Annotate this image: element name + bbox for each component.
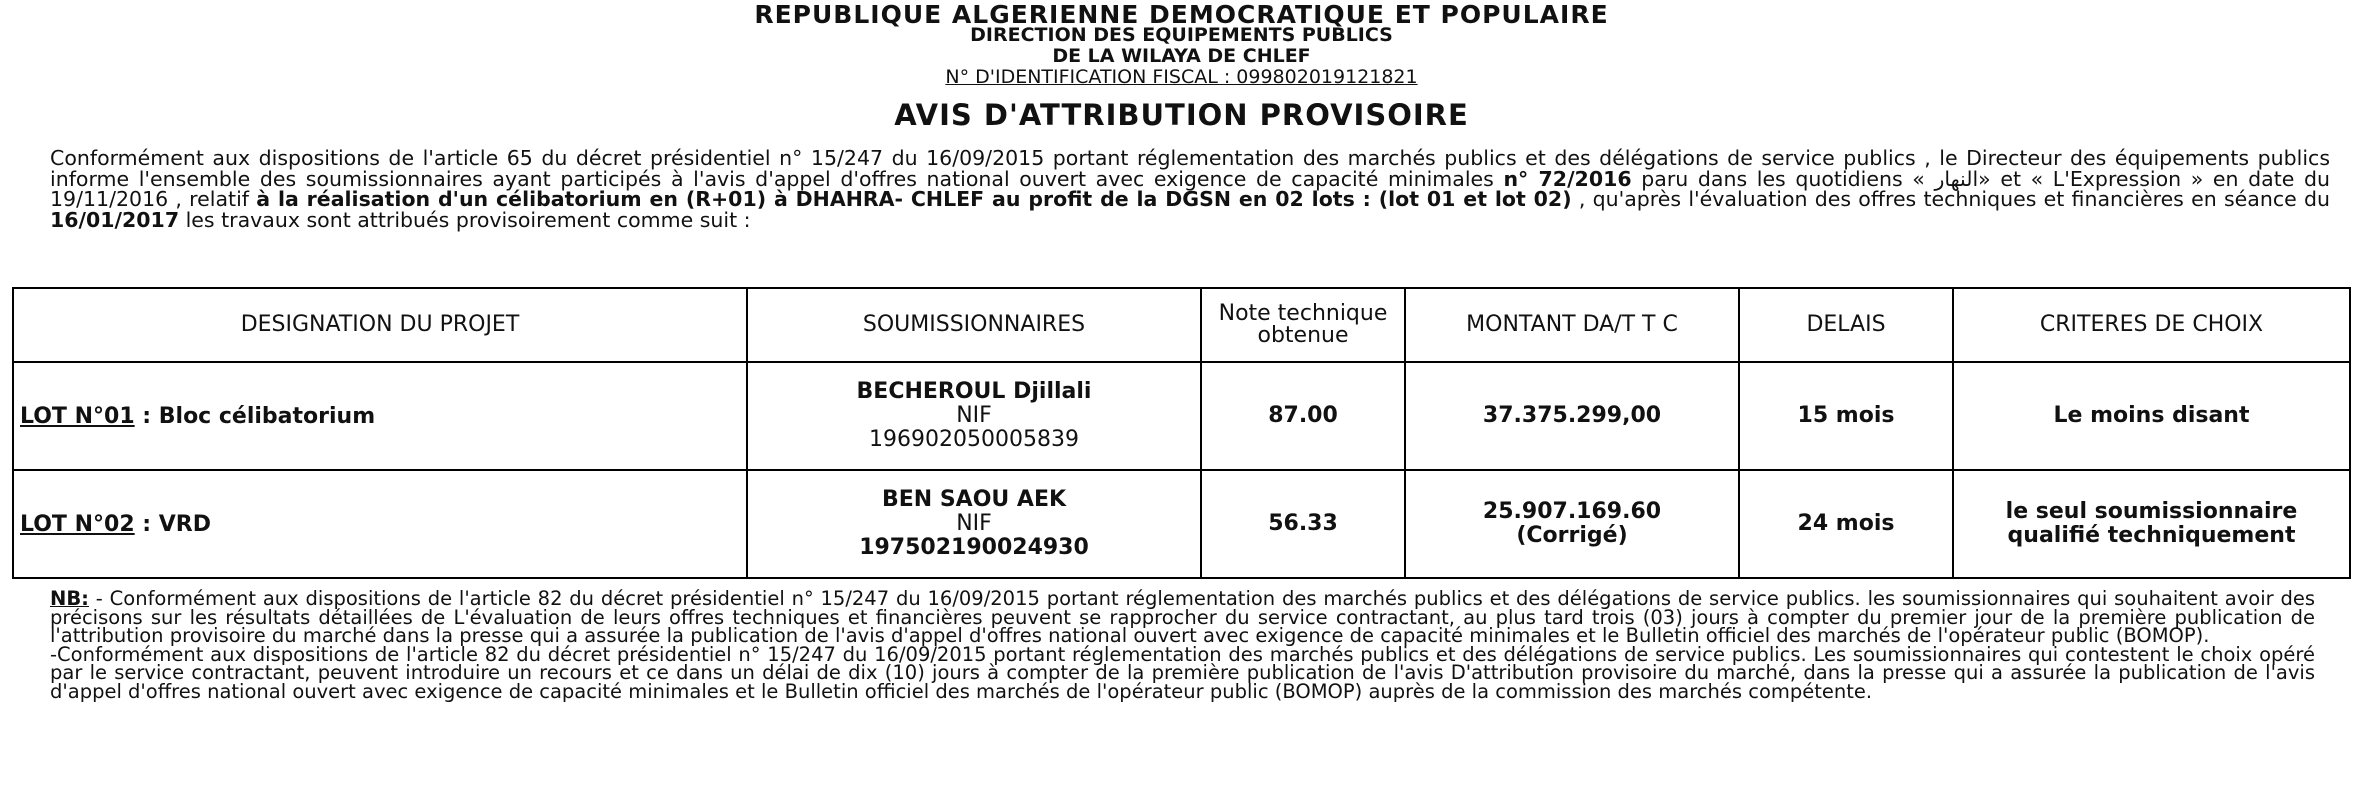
session-date: 16/01/2017 [50,207,180,232]
nb-paragraph-1: - Conformément aux dispositions de l'article 82 du décret présidentiel n° 15/247 du 16/09/2015 portant réglementation des marchés publics et des délégations de service publics. les soumissionnaires qui souhaitent avoir des précisons sur les résultats détaillées de L'évaluation de leurs offres techniques et financières peuvent se rapprocher du service contractant, au plus tard trois (03) jours à compter du premier jour de la première publication de l'attribution provisoire du marché dans la presse qui a assurée la publication de l'avis d'appel d'offres national ouvert avec exigence de capacité minimales et le Bulletin officiel des marchés de l'opérateur public (BOMOP). [50,587,2315,648]
nif-value: 197502190024930 [859,535,1089,560]
note-cell: 56.33 [1201,470,1405,578]
nb-paragraph-2: -Conformément aux dispositions de l'article 82 du décret présidentiel n° 15/247 du 16/09/2015 portant réglementation des marchés publics et des délégations de service publics. Les soumissionnaires qui contestent le choix opéré par le service contractant, peuvent introduire un recours et ce dans un délai de dix (10) jours à compter de la première publication de l'avis D'attribution provisoire du marché, dans la presse qui a assurée la publication de l'avis d'appel d'offres national ouvert avec exigence de capacité minimales et le Bulletin officiel des marchés de l'opérateur public (BOMOP) auprès de la commission des marchés compétente. [50,642,2315,703]
wilaya-heading: DE LA WILAYA DE CHLEF [1052,45,1311,67]
delai-cell: 15 mois [1739,362,1953,470]
direction-heading: DIRECTION DES EQUIPEMENTS PUBLICS [970,24,1393,46]
table-header-row [13,288,2350,362]
intro-text-4: les travaux sont attribués provisoirement comme suit : [179,207,751,232]
tender-object: à la réalisation d'un célibatorium en (R+01) à DHAHRA- CHLEF au profit de la DGSN en 02 lots : (lot 01 et lot 02) [256,187,1572,211]
intro-text-2: paru dans les quotidiens « النهار» et « L'Expression » en date du 19/11/2016 , relatif [50,166,2330,211]
soumissionnaire-name: BEN SAOU AEK [881,487,1067,512]
republic-heading: REPUBLIQUE ALGERIENNE DEMOCRATIQUE ET POPULAIRE [754,0,1609,29]
montant-cell [1405,470,1739,578]
nif-label: NIF [956,403,992,428]
montant-note: (Corrigé) [1516,523,1628,548]
intro-text-1: Conformément aux dispositions de l'article 65 du décret présidentiel n° 15/247 du 16/09/2015 portant réglementation des marchés publics et des délégations de service publics , le Directeur des équipements publics informe l'ensemble des soumissionnaires ayant participés à l'avis d'appel d'offres national ouvert avec exigence de capacité minimales [50,146,2330,191]
nif-label: NIF [956,511,992,536]
lot-name: : VRD [134,511,211,537]
critere-cell: le seul soumissionnaire qualifié techniquement [1953,470,2350,578]
montant-value: 37.375.299,00 [1482,403,1662,428]
fiscal-id: N° D'IDENTIFICATION FISCAL : 099802019121821 [945,66,1418,88]
soumissionnaire-cell [747,362,1201,470]
header-delais: DELAIS [1739,288,1953,362]
lot-number: LOT N°02 [20,511,135,537]
montant-value: 25.907.169.60 [1482,499,1662,524]
montant-cell [1405,362,1739,470]
notice-title: AVIS D'ATTRIBUTION PROVISOIRE [894,98,1469,132]
header-soumissionnaires: SOUMISSIONNAIRES [747,288,1201,362]
intro-paragraph [50,148,2330,230]
header-designation: DESIGNATION DU PROJET [13,288,747,362]
soumissionnaire-name: BECHEROUL Djillali [856,379,1092,404]
nb-label: NB: [50,587,89,610]
table-row [13,470,2350,578]
lot-number: LOT N°01 [20,403,135,429]
header-note: Note technique obtenue [1201,288,1405,362]
nb-notes [50,587,2315,703]
delai-cell: 24 mois [1739,470,1953,578]
lot-name: : Bloc célibatorium [134,403,376,429]
table-row [13,362,2350,470]
note-cell: 87.00 [1201,362,1405,470]
header-montant: MONTANT DA/T T C [1405,288,1739,362]
intro-text-3: , qu'après l'évaluation des offres techniques et financières en séance du [1571,187,2330,211]
lot-designation [13,362,747,470]
attribution-table [12,287,2351,579]
critere-cell: Le moins disant [1953,362,2350,470]
header-criteres: CRITERES DE CHOIX [1953,288,2350,362]
tender-ref: n° 72/2016 [1503,166,1632,191]
soumissionnaire-cell [747,470,1201,578]
lot-designation [13,470,747,578]
nif-value: 196902050005839 [869,427,1079,452]
